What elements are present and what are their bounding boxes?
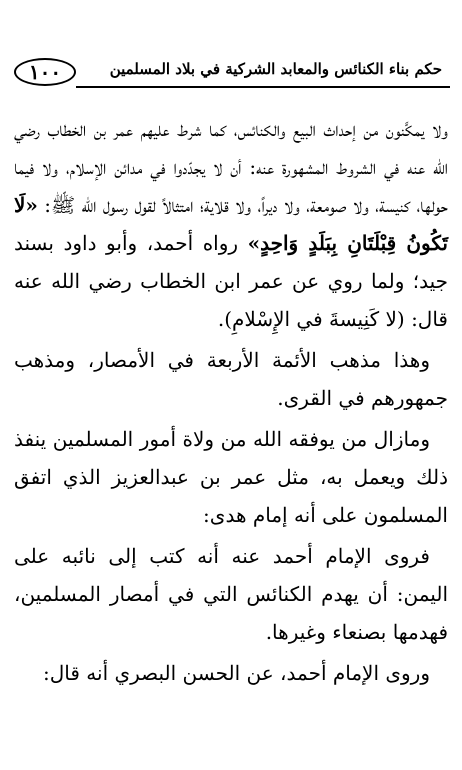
paragraph-5: وروى الإمام أحمد، عن الحسن البصري أنه قال: [43,661,430,685]
paragraph-1-text-b: رواه أحمد، وأبو داود بسند جيد؛ ولما روي عن عمر ابن الخطاب رضي الله عنه قال: (لا كَنِيسةَ في الإِسْلامِ). [14,231,448,331]
paragraph-3: ومازال من يوفقه الله من ولاة أمور المسلمين ينفذ ذلك ويعمل به، مثل عمر بن عبدالعزيز الذي اتفق المسلمون على أنه إمام هدى: [14,427,448,527]
hadith-quote: «لَا تَكُونُ قِبْلَتَانِ بِبَلَدٍ وَاحِدٍ» [14,193,448,255]
paragraph-2: وهذا مذهب الأئمة الأربعة في الأمصار، ومذهب جمهورهم في القرى. [14,348,448,410]
paragraph-4: فروى الإمام أحمد عنه أنه كتب إلى نائبه على اليمن: أن يهدم الكنائس التي في أمصار المسلمين، فهدمها بصنعاء وغيرها. [14,544,448,644]
running-title: حكم بناء الكنائس والمعابد الشركية في بلاد المسلمين [109,60,442,78]
paragraph-1-text-a: ولا يمكَّنون من إحداث البيع والكنائس، كما شرط عليهم عمر بن الخطاب رضي الله عنه في الشروط المشهورة عنه: أن لا يجدّدوا في مدائن الإسلام، ولا فيما حولها، كنيسة، ولا صومعة، ولا ديراً، ولا قلاية؛ امتثالاً لقول رسول الله ﷺ: [14,117,448,217]
header-rule [76,86,450,88]
paragraph-1 [14,110,448,338]
page-header [14,56,448,90]
page-number: ١٠٠ [14,58,76,86]
page-body [14,110,448,695]
